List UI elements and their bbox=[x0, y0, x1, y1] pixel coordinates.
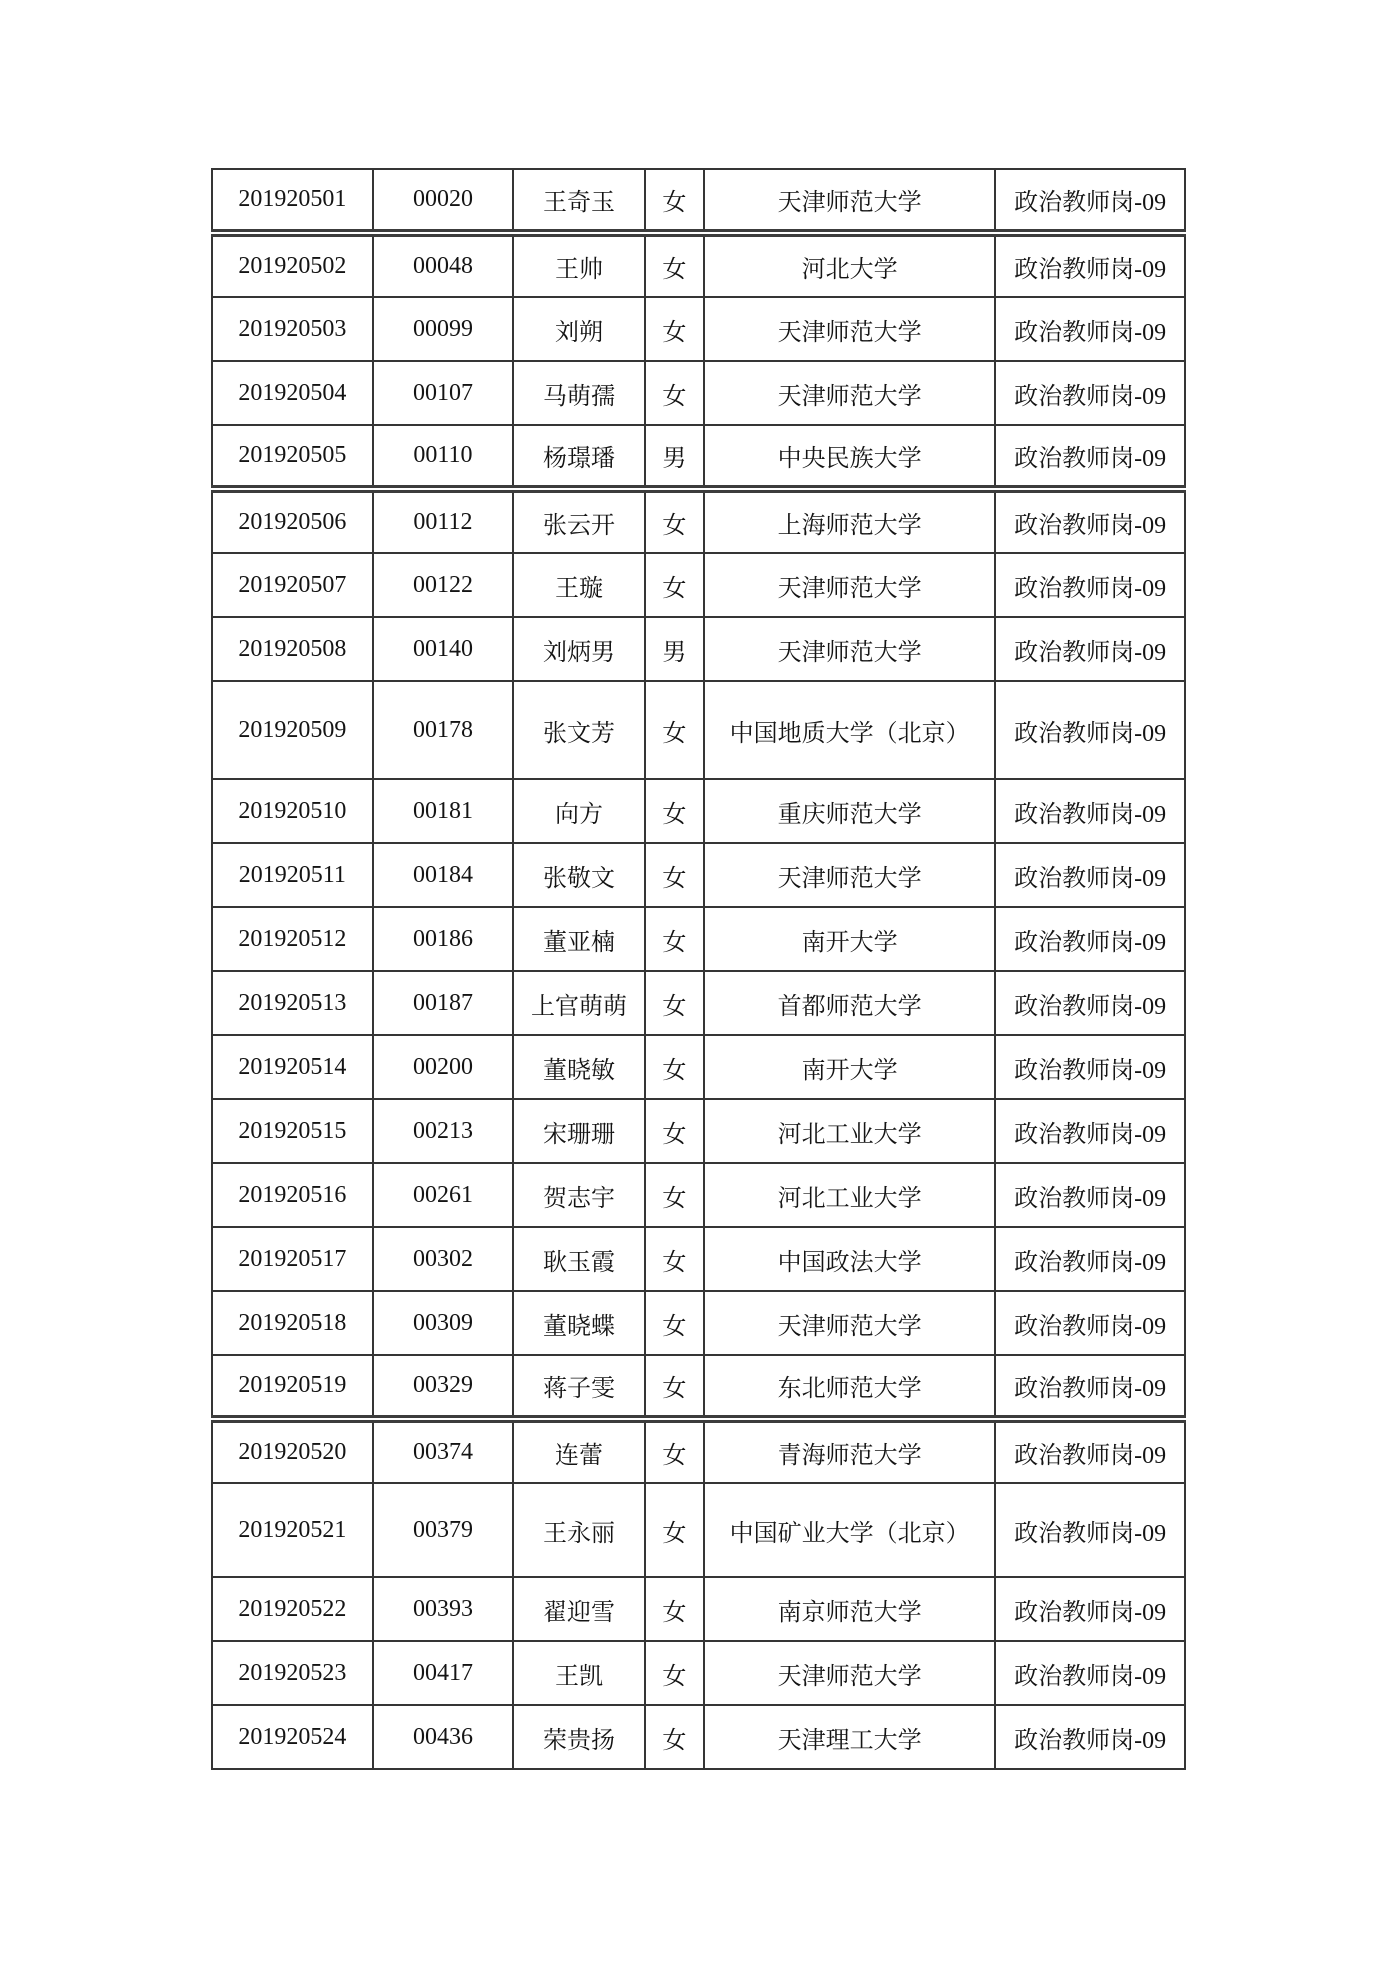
cell-seq-no: 00200 bbox=[373, 1035, 514, 1099]
cell-seq-no: 00020 bbox=[373, 169, 514, 233]
cell-gender: 女 bbox=[645, 1163, 704, 1227]
cell-seq-no: 00178 bbox=[373, 681, 514, 779]
cell-school: 中央民族大学 bbox=[704, 425, 995, 489]
cell-school: 南开大学 bbox=[704, 1035, 995, 1099]
cell-name: 王奇玉 bbox=[513, 169, 645, 233]
cell-gender: 女 bbox=[645, 297, 704, 361]
cell-school: 青海师范大学 bbox=[704, 1419, 995, 1483]
cell-exam-id: 201920513 bbox=[212, 971, 373, 1035]
cell-school: 天津理工大学 bbox=[704, 1705, 995, 1769]
cell-school: 天津师范大学 bbox=[704, 553, 995, 617]
cell-school: 天津师范大学 bbox=[704, 297, 995, 361]
cell-seq-no: 00393 bbox=[373, 1577, 514, 1641]
cell-exam-id: 201920501 bbox=[212, 169, 373, 233]
cell-position: 政治教师岗-09 bbox=[995, 361, 1185, 425]
cell-school: 首都师范大学 bbox=[704, 971, 995, 1035]
cell-name: 张敬文 bbox=[513, 843, 645, 907]
cell-position: 政治教师岗-09 bbox=[995, 1641, 1185, 1705]
cell-position: 政治教师岗-09 bbox=[995, 553, 1185, 617]
cell-position: 政治教师岗-09 bbox=[995, 907, 1185, 971]
cell-position: 政治教师岗-09 bbox=[995, 233, 1185, 297]
cell-gender: 女 bbox=[645, 1355, 704, 1419]
cell-exam-id: 201920516 bbox=[212, 1163, 373, 1227]
cell-name: 王凯 bbox=[513, 1641, 645, 1705]
cell-gender: 女 bbox=[645, 779, 704, 843]
cell-exam-id: 201920503 bbox=[212, 297, 373, 361]
cell-gender: 女 bbox=[645, 489, 704, 553]
table-row bbox=[212, 971, 1185, 1035]
cell-position: 政治教师岗-09 bbox=[995, 297, 1185, 361]
cell-name: 董晓蝶 bbox=[513, 1291, 645, 1355]
table-row bbox=[212, 1355, 1185, 1419]
cell-seq-no: 00099 bbox=[373, 297, 514, 361]
cell-exam-id: 201920517 bbox=[212, 1227, 373, 1291]
cell-gender: 女 bbox=[645, 681, 704, 779]
cell-name: 王璇 bbox=[513, 553, 645, 617]
cell-school: 中国矿业大学（北京） bbox=[704, 1483, 995, 1577]
cell-name: 贺志宇 bbox=[513, 1163, 645, 1227]
cell-school: 天津师范大学 bbox=[704, 617, 995, 681]
cell-gender: 女 bbox=[645, 1291, 704, 1355]
table-row bbox=[212, 681, 1185, 779]
table-row bbox=[212, 489, 1185, 553]
cell-school: 天津师范大学 bbox=[704, 1291, 995, 1355]
cell-name: 王永丽 bbox=[513, 1483, 645, 1577]
cell-seq-no: 00107 bbox=[373, 361, 514, 425]
table-row bbox=[212, 361, 1185, 425]
table-row bbox=[212, 1483, 1185, 1577]
cell-exam-id: 201920518 bbox=[212, 1291, 373, 1355]
cell-gender: 女 bbox=[645, 1227, 704, 1291]
cell-school: 南开大学 bbox=[704, 907, 995, 971]
cell-name: 蒋子雯 bbox=[513, 1355, 645, 1419]
cell-position: 政治教师岗-09 bbox=[995, 1355, 1185, 1419]
cell-position: 政治教师岗-09 bbox=[995, 843, 1185, 907]
cell-gender: 女 bbox=[645, 169, 704, 233]
cell-exam-id: 201920507 bbox=[212, 553, 373, 617]
table-row bbox=[212, 169, 1185, 233]
cell-name: 刘朔 bbox=[513, 297, 645, 361]
cell-exam-id: 201920511 bbox=[212, 843, 373, 907]
table-row bbox=[212, 1291, 1185, 1355]
cell-seq-no: 00379 bbox=[373, 1483, 514, 1577]
cell-school: 中国政法大学 bbox=[704, 1227, 995, 1291]
cell-position: 政治教师岗-09 bbox=[995, 971, 1185, 1035]
table-row bbox=[212, 1227, 1185, 1291]
cell-seq-no: 00329 bbox=[373, 1355, 514, 1419]
table-row bbox=[212, 1035, 1185, 1099]
cell-seq-no: 00122 bbox=[373, 553, 514, 617]
table-row bbox=[212, 1419, 1185, 1483]
cell-exam-id: 201920512 bbox=[212, 907, 373, 971]
cell-exam-id: 201920504 bbox=[212, 361, 373, 425]
cell-gender: 女 bbox=[645, 233, 704, 297]
cell-seq-no: 00184 bbox=[373, 843, 514, 907]
cell-exam-id: 201920522 bbox=[212, 1577, 373, 1641]
table-row bbox=[212, 297, 1185, 361]
cell-school: 河北大学 bbox=[704, 233, 995, 297]
table-row bbox=[212, 425, 1185, 489]
cell-gender: 女 bbox=[645, 1577, 704, 1641]
table-row bbox=[212, 1705, 1185, 1769]
cell-position: 政治教师岗-09 bbox=[995, 1099, 1185, 1163]
cell-seq-no: 00436 bbox=[373, 1705, 514, 1769]
cell-school: 天津师范大学 bbox=[704, 843, 995, 907]
cell-name: 张云开 bbox=[513, 489, 645, 553]
cell-school: 上海师范大学 bbox=[704, 489, 995, 553]
cell-seq-no: 00181 bbox=[373, 779, 514, 843]
cell-position: 政治教师岗-09 bbox=[995, 1227, 1185, 1291]
table-row bbox=[212, 1641, 1185, 1705]
table-body bbox=[212, 169, 1185, 1769]
cell-gender: 女 bbox=[645, 361, 704, 425]
table-row bbox=[212, 1099, 1185, 1163]
cell-name: 翟迎雪 bbox=[513, 1577, 645, 1641]
cell-school: 河北工业大学 bbox=[704, 1099, 995, 1163]
cell-gender: 女 bbox=[645, 971, 704, 1035]
cell-gender: 女 bbox=[645, 1035, 704, 1099]
cell-exam-id: 201920510 bbox=[212, 779, 373, 843]
cell-school: 重庆师范大学 bbox=[704, 779, 995, 843]
cell-school: 河北工业大学 bbox=[704, 1163, 995, 1227]
cell-name: 王帅 bbox=[513, 233, 645, 297]
candidate-roster-table bbox=[211, 168, 1186, 1770]
cell-gender: 女 bbox=[645, 553, 704, 617]
roster-table-container bbox=[211, 168, 1186, 1770]
cell-seq-no: 00261 bbox=[373, 1163, 514, 1227]
cell-gender: 女 bbox=[645, 843, 704, 907]
cell-exam-id: 201920520 bbox=[212, 1419, 373, 1483]
cell-gender: 男 bbox=[645, 425, 704, 489]
cell-position: 政治教师岗-09 bbox=[995, 489, 1185, 553]
cell-seq-no: 00140 bbox=[373, 617, 514, 681]
cell-school: 南京师范大学 bbox=[704, 1577, 995, 1641]
cell-exam-id: 201920506 bbox=[212, 489, 373, 553]
cell-seq-no: 00187 bbox=[373, 971, 514, 1035]
cell-exam-id: 201920523 bbox=[212, 1641, 373, 1705]
cell-name: 上官萌萌 bbox=[513, 971, 645, 1035]
cell-name: 杨璟璠 bbox=[513, 425, 645, 489]
cell-name: 荣贵扬 bbox=[513, 1705, 645, 1769]
cell-exam-id: 201920524 bbox=[212, 1705, 373, 1769]
cell-position: 政治教师岗-09 bbox=[995, 425, 1185, 489]
cell-exam-id: 201920515 bbox=[212, 1099, 373, 1163]
table-row bbox=[212, 907, 1185, 971]
table-row bbox=[212, 553, 1185, 617]
cell-seq-no: 00186 bbox=[373, 907, 514, 971]
cell-exam-id: 201920505 bbox=[212, 425, 373, 489]
cell-seq-no: 00112 bbox=[373, 489, 514, 553]
cell-position: 政治教师岗-09 bbox=[995, 1291, 1185, 1355]
cell-position: 政治教师岗-09 bbox=[995, 1483, 1185, 1577]
cell-exam-id: 201920521 bbox=[212, 1483, 373, 1577]
cell-seq-no: 00048 bbox=[373, 233, 514, 297]
table-row bbox=[212, 1577, 1185, 1641]
cell-name: 张文芳 bbox=[513, 681, 645, 779]
cell-position: 政治教师岗-09 bbox=[995, 681, 1185, 779]
cell-exam-id: 201920509 bbox=[212, 681, 373, 779]
table-row bbox=[212, 617, 1185, 681]
cell-name: 宋珊珊 bbox=[513, 1099, 645, 1163]
cell-school: 中国地质大学（北京） bbox=[704, 681, 995, 779]
cell-seq-no: 00213 bbox=[373, 1099, 514, 1163]
cell-seq-no: 00309 bbox=[373, 1291, 514, 1355]
cell-seq-no: 00302 bbox=[373, 1227, 514, 1291]
cell-name: 马萌孺 bbox=[513, 361, 645, 425]
cell-name: 刘炳男 bbox=[513, 617, 645, 681]
cell-school: 东北师范大学 bbox=[704, 1355, 995, 1419]
cell-gender: 女 bbox=[645, 1705, 704, 1769]
cell-school: 天津师范大学 bbox=[704, 169, 995, 233]
cell-name: 连蕾 bbox=[513, 1419, 645, 1483]
cell-seq-no: 00417 bbox=[373, 1641, 514, 1705]
cell-name: 耿玉霞 bbox=[513, 1227, 645, 1291]
cell-name: 董晓敏 bbox=[513, 1035, 645, 1099]
table-row bbox=[212, 1163, 1185, 1227]
cell-position: 政治教师岗-09 bbox=[995, 1419, 1185, 1483]
cell-school: 天津师范大学 bbox=[704, 361, 995, 425]
cell-exam-id: 201920519 bbox=[212, 1355, 373, 1419]
cell-gender: 女 bbox=[645, 1099, 704, 1163]
cell-name: 向方 bbox=[513, 779, 645, 843]
cell-gender: 男 bbox=[645, 617, 704, 681]
cell-gender: 女 bbox=[645, 1641, 704, 1705]
cell-exam-id: 201920508 bbox=[212, 617, 373, 681]
cell-position: 政治教师岗-09 bbox=[995, 169, 1185, 233]
cell-name: 董亚楠 bbox=[513, 907, 645, 971]
table-row bbox=[212, 233, 1185, 297]
cell-position: 政治教师岗-09 bbox=[995, 1577, 1185, 1641]
table-row bbox=[212, 779, 1185, 843]
cell-seq-no: 00374 bbox=[373, 1419, 514, 1483]
cell-position: 政治教师岗-09 bbox=[995, 617, 1185, 681]
cell-position: 政治教师岗-09 bbox=[995, 1163, 1185, 1227]
cell-seq-no: 00110 bbox=[373, 425, 514, 489]
cell-position: 政治教师岗-09 bbox=[995, 1035, 1185, 1099]
cell-gender: 女 bbox=[645, 1419, 704, 1483]
cell-gender: 女 bbox=[645, 1483, 704, 1577]
cell-school: 天津师范大学 bbox=[704, 1641, 995, 1705]
cell-position: 政治教师岗-09 bbox=[995, 779, 1185, 843]
cell-exam-id: 201920514 bbox=[212, 1035, 373, 1099]
cell-exam-id: 201920502 bbox=[212, 233, 373, 297]
cell-gender: 女 bbox=[645, 907, 704, 971]
table-row bbox=[212, 843, 1185, 907]
cell-position: 政治教师岗-09 bbox=[995, 1705, 1185, 1769]
